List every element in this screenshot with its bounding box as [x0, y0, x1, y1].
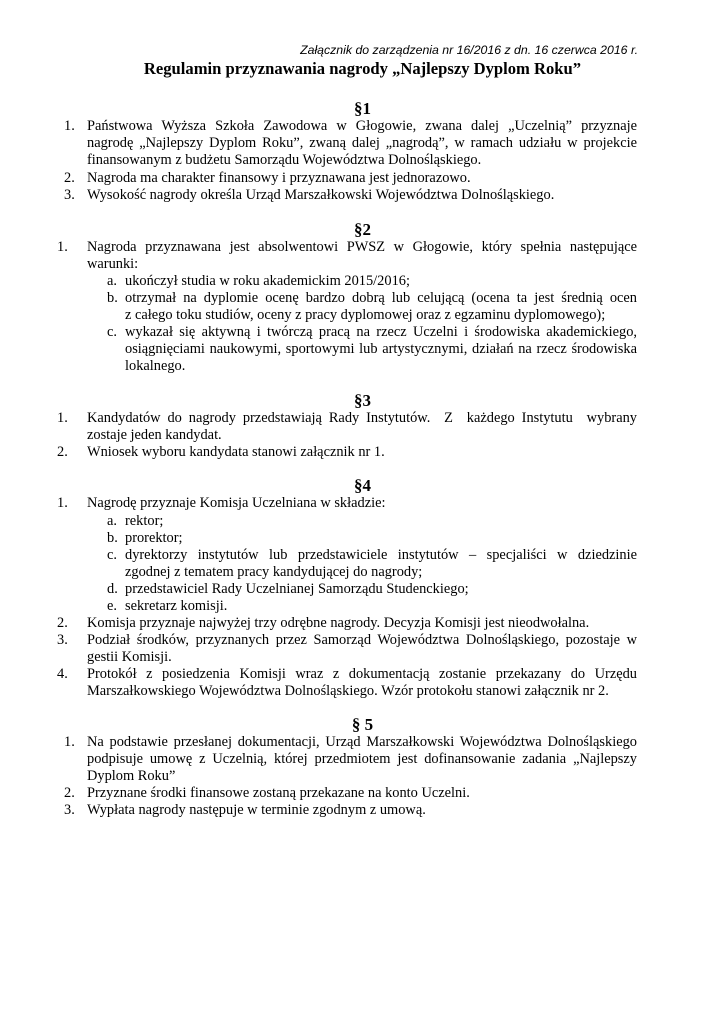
sub-letter: b. — [107, 290, 118, 306]
s3-item-1 — [0, 410, 725, 445]
s2-sub-c — [0, 324, 725, 376]
item-line: rektor; — [125, 513, 164, 529]
section-heading-1: §1 — [354, 99, 371, 118]
item-line: wykazał się aktywną i twórczą pracą na rzecz Uczelni i środowiska akademickiego, — [125, 324, 637, 340]
item-line: finansowanym z budżetu Samorządu Województwa Dolnośląskiego. — [87, 152, 482, 169]
item-line: ukończył studia w roku akademickim 2015/2016; — [125, 273, 410, 289]
s4-sub-c — [0, 547, 725, 582]
item-line: Podział środków, przyznanych przez Samorząd Województwa Dolnośląskiego, pozostaje w — [87, 632, 637, 648]
item-line: zgodnej z tematem pracy kandydującej do nagrody; — [125, 564, 423, 581]
item-line: Nagroda przyznawana jest absolwentowi PWSZ w Głogowie, który spełnia następujące — [87, 239, 637, 255]
item-line: Wniosek wyboru kandydata stanowi załącznik nr 1. — [87, 444, 385, 460]
sub-letter: a. — [107, 273, 117, 289]
s2-item-1 — [0, 239, 725, 274]
item-line: podpisuje umowę z Uczelnią, której przedmiotem jest dofinansowanie zadania „Najlepszy — [87, 751, 637, 768]
s4-sub-b — [0, 530, 725, 548]
item-line: Nagroda ma charakter finansowy i przyznawana jest jednorazowo. — [87, 170, 471, 186]
sub-letter: d. — [107, 581, 118, 597]
item-line: gestii Komisji. — [87, 649, 172, 666]
item-line: przedstawiciel Rady Uczelnianej Samorządu Studenckiego; — [125, 581, 469, 597]
sub-letter: e. — [107, 598, 117, 614]
item-line: Państwowa Wyższa Szkoła Zawodowa w Głogowie, zwana dalej „Uczelnią” przyznaje — [87, 118, 637, 134]
s4-sub-a — [0, 513, 725, 531]
item-number: 1. — [57, 495, 68, 511]
s4-item-4 — [0, 666, 725, 701]
section-heading-5: § 5 — [351, 715, 374, 734]
item-number: 3. — [64, 187, 75, 203]
sub-letter: b. — [107, 530, 118, 546]
sub-letter: c. — [107, 324, 117, 340]
s4-item-1 — [0, 495, 725, 513]
item-number: 2. — [57, 444, 68, 460]
item-line: Dyplom Roku” — [87, 768, 176, 785]
item-line: Nagrodę przyznaje Komisja Uczelniana w składzie: — [87, 495, 386, 511]
item-line: z całego toku studiów, oceny z pracy dyplomowej oraz z egzaminu dyplomowego); — [125, 307, 606, 324]
item-line: nagrodę „Najlepszy Dyplom Roku”, zwaną dalej „nagrodą”, w ramach udziału w projekcie — [87, 135, 637, 152]
item-number: 1. — [57, 239, 68, 255]
item-line: warunki: — [87, 256, 139, 273]
item-line: lokalnego. — [125, 358, 186, 375]
item-line: Przyznane środki finansowe zostaną przekazane na konto Uczelni. — [87, 785, 470, 801]
section-heading-3: §3 — [354, 391, 371, 410]
s3-item-2 — [0, 444, 725, 462]
item-line: zostaje jeden kandydat. — [87, 427, 222, 444]
item-number: 1. — [64, 734, 75, 750]
item-number: 1. — [64, 118, 75, 134]
item-number: 1. — [57, 410, 68, 426]
item-line: prorektor; — [125, 530, 183, 546]
item-number: 2. — [64, 785, 75, 801]
item-line: dyrektorzy instytutów lub przedstawiciele instytutów – specjaliści w dziedzinie — [125, 547, 637, 563]
item-line: Marszałkowskiego Województwa Dolnośląskiego. Wzór protokołu stanowi załącznik nr 2. — [87, 683, 609, 700]
item-number: 2. — [64, 170, 75, 186]
item-number: 3. — [64, 802, 75, 818]
item-line: osiągnięciami naukowymi, sportowymi lub artystycznymi, działań na rzecz środowiska — [125, 341, 637, 358]
s2-sub-b — [0, 290, 725, 325]
item-number: 2. — [57, 615, 68, 631]
item-line: Wypłata nagrody następuje w terminie zgodnym z umową. — [87, 802, 426, 818]
item-line: otrzymał na dyplomie ocenę bardzo dobrą lub celującą (ocena ta jest średnią ocen — [125, 290, 637, 306]
item-number: 4. — [57, 666, 68, 682]
s1-item-1 — [0, 118, 725, 170]
section-heading-4: §4 — [354, 476, 371, 495]
s4-item-3 — [0, 632, 725, 667]
item-line: Protokół z posiedzenia Komisji wraz z dokumentacją zostanie przekazany do Urzędu — [87, 666, 637, 682]
s4-sub-d — [0, 581, 725, 599]
annex-note: Załącznik do zarządzenia nr 16/2016 z dn. 16 czerwca 2016 r. — [300, 43, 638, 57]
s4-item-2 — [0, 615, 725, 633]
item-number: 3. — [57, 632, 68, 648]
s5-item-3 — [0, 802, 725, 820]
s4-sub-e — [0, 598, 725, 616]
sub-letter: c. — [107, 547, 117, 563]
item-line: Na podstawie przesłanej dokumentacji, Urząd Marszałkowski Województwa Dolnośląskiego — [87, 734, 637, 750]
s2-sub-a — [0, 273, 725, 291]
item-line: Kandydatów do nagrody przedstawiają Rady Instytutów. Z każdego Instytutu wybrany — [87, 410, 637, 426]
section-heading-2: §2 — [354, 220, 371, 239]
s5-item-1 — [0, 734, 725, 786]
s5-item-2 — [0, 785, 725, 803]
sub-letter: a. — [107, 513, 117, 529]
s1-item-2 — [0, 170, 725, 188]
s1-item-3 — [0, 187, 725, 205]
item-line: Wysokość nagrody określa Urząd Marszałkowski Województwa Dolnośląskiego. — [87, 187, 555, 203]
item-line: Komisja przyznaje najwyżej trzy odrębne nagrody. Decyzja Komisji jest nieodwołalna. — [87, 615, 590, 631]
document-title: Regulamin przyznawania nagrody „Najlepszy Dyplom Roku” — [143, 59, 582, 78]
item-line: sekretarz komisji. — [125, 598, 228, 614]
